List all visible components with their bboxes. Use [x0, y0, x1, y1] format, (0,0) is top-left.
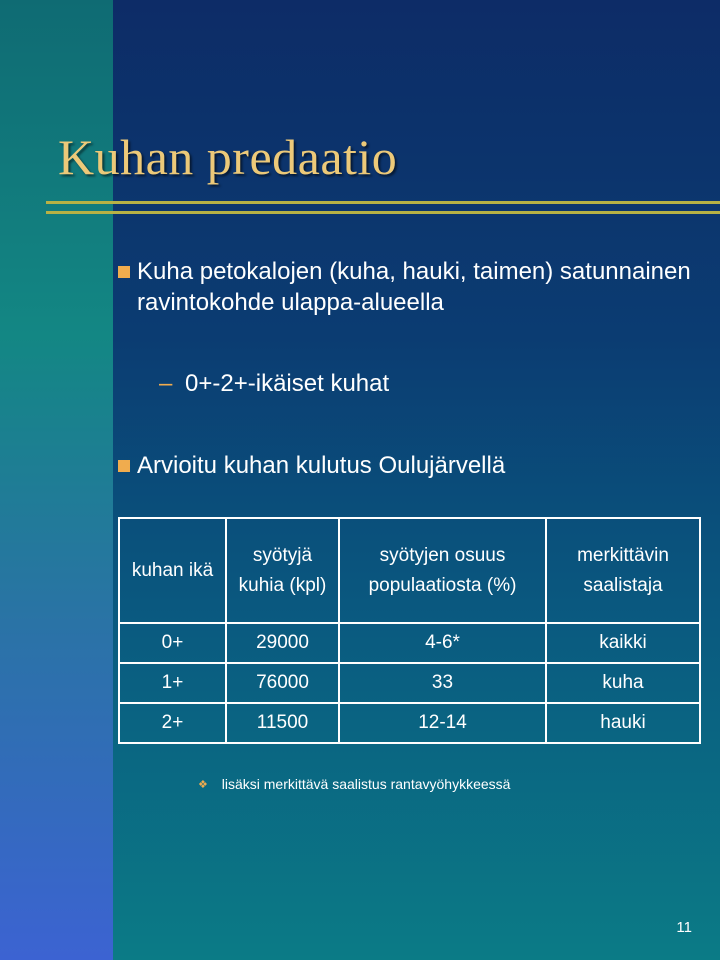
bullet-text: Kuha petokalojen (kuha, hauki, taimen) satunnainen ravintokohde ulappa-alueella [137, 258, 691, 316]
table-cell: 29000 [226, 623, 339, 663]
table-cell: hauki [546, 703, 700, 743]
title-underline-top [46, 201, 720, 204]
header-cell-share: syötyjen osuus populaatiosta (%) [339, 518, 546, 623]
table-cell: 11500 [226, 703, 339, 743]
sub-bullet-text: 0+-2+-ikäiset kuhat [185, 370, 390, 397]
slide-title: Kuhan predaatio [58, 129, 398, 185]
bullet-item-2 [118, 450, 698, 481]
table-row [119, 703, 700, 743]
table-cell: 12-14 [339, 703, 546, 743]
bullet-text: Arvioitu kuhan kulutus Oulujärvellä [137, 452, 506, 479]
header-cell-age: kuhan ikä [119, 518, 226, 623]
table-cell: kuha [546, 663, 700, 703]
title-underline-bottom [46, 211, 720, 214]
bullet-item-1 [118, 256, 698, 318]
footnote [198, 776, 510, 792]
diamond-bullet-icon: ❖ [198, 779, 208, 791]
table-cell: 0+ [119, 623, 226, 663]
footnote-text: lisäksi merkittävä saalistus rantavyöhykkeessä [221, 776, 511, 792]
table-row [119, 663, 700, 703]
table-cell: 76000 [226, 663, 339, 703]
dash-bullet-icon: – [159, 370, 173, 397]
consumption-table [118, 517, 701, 744]
table-cell: 33 [339, 663, 546, 703]
table-header-row [119, 518, 700, 623]
sub-bullet-item [159, 368, 389, 399]
table-cell: kaikki [546, 623, 700, 663]
square-bullet-icon [118, 266, 130, 278]
header-cell-eaten: syötyjä kuhia (kpl) [226, 518, 339, 623]
square-bullet-icon [118, 460, 130, 472]
table-cell: 1+ [119, 663, 226, 703]
page-number: 11 [676, 919, 692, 936]
table-cell: 2+ [119, 703, 226, 743]
table-row [119, 623, 700, 663]
table-cell: 4-6* [339, 623, 546, 663]
header-cell-predator: merkittävin saalistaja [546, 518, 700, 623]
